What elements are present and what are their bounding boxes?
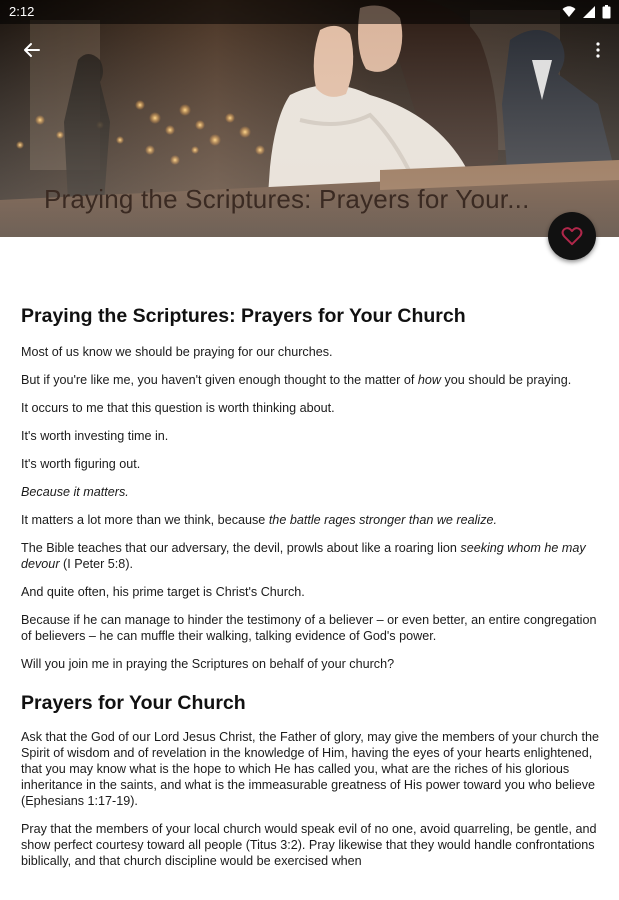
toolbar-title: Praying the Scriptures: Prayers for Your... [44,184,530,214]
more-vertical-icon [596,42,600,58]
arrow-left-icon [23,41,41,59]
emphasis-text: Because it matters. [21,485,129,499]
article-body [21,305,599,881]
status-bar [0,0,619,24]
article-paragraph [21,540,599,572]
wifi-icon [562,5,576,19]
article-paragraph: Most of us know we should be praying for our churches. [21,345,333,359]
emphasis-text: the battle rages stronger than we realize. [268,513,498,527]
signal-icon [582,5,596,19]
paragraph-text: But if you're like me, you haven't given enough thought to the matter of [21,373,418,387]
heart-outline-icon [561,226,583,246]
paragraph-text: The Bible teaches that our adversary, the devil, prowls about like a roaring lion [21,541,461,555]
article-paragraph: Because if he can manage to hinder the testimony of a believer – or even better, an entire congregation of believers – he can muffle their walking, talking evidence of God's power. [21,613,597,643]
article-paragraph: Pray that the members of your local church would speak evil of no one, avoid quarreling, be gentle, and show perfect courtesy toward all people (Titus 3:2). Pray likewise that they would handle confrontations biblically, and that church discipline would be exercised when [21,822,597,868]
article-paragraph: It occurs to me that this question is worth thinking about. [21,401,335,415]
article-paragraph: Ask that the God of our Lord Jesus Christ, the Father of glory, may give the members of your church the Spirit of wisdom and of revelation in the knowledge of Him, having the eyes of your hearts enlightened, that you may know what is the hope to which He has called you, what are the riches of his glorious inheritance in the saints, and what is the immeasurable greatness of His power toward you who believe (Ephesians 1:17-19). [21,730,599,808]
article-paragraph: Will you join me in praying the Scriptures on behalf of your church? [21,657,395,671]
paragraph-text: (I Peter 5:8). [59,557,134,571]
paragraph-text: you should be praying. [440,373,572,387]
section-heading: Prayers for Your Church [21,692,246,714]
paragraph-text: It matters a lot more than we think, because [21,513,269,527]
favorite-button[interactable] [548,212,596,260]
more-options-button[interactable] [591,36,605,64]
status-icons [562,5,611,19]
article-paragraph: It's worth investing time in. [21,429,169,443]
status-time: 2:12 [9,4,35,19]
article-paragraph: And quite often, his prime target is Christ's Church. [21,585,305,599]
header-image [0,0,619,237]
emphasis-text: how [417,373,441,387]
article-title: Praying the Scriptures: Prayers for Your Church [21,305,466,327]
article-paragraph: It's worth figuring out. [21,457,141,471]
article-paragraph [21,372,599,388]
back-button[interactable] [18,36,46,64]
article-paragraph [21,512,599,528]
battery-icon [602,5,611,19]
emphasis-text: seeking whom he may devour [21,541,586,571]
article-paragraph [21,484,599,500]
